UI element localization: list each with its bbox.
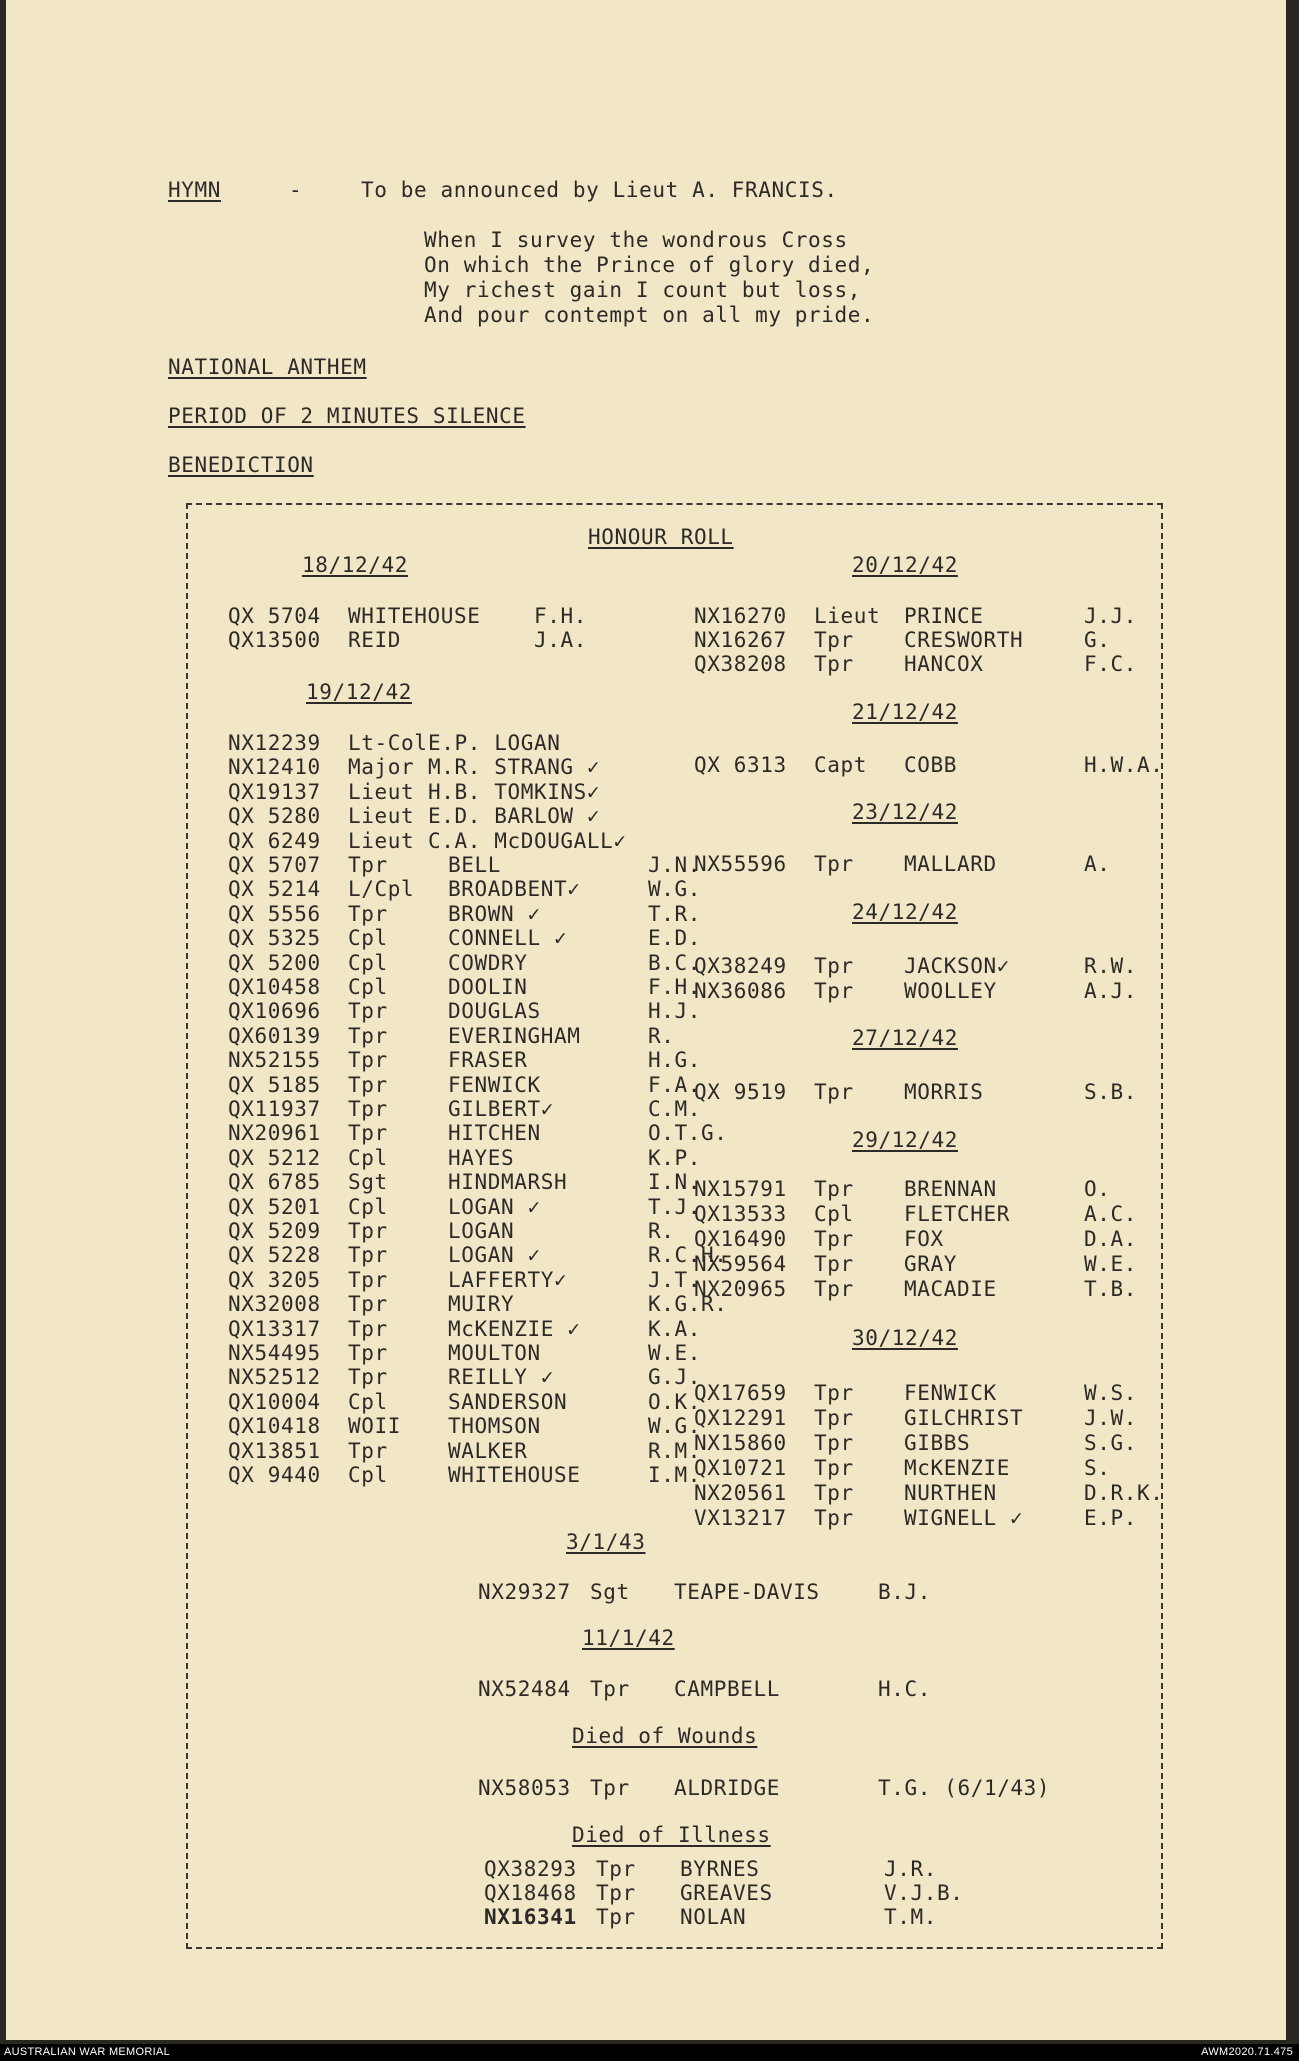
- service-number: NX54495: [228, 1341, 321, 1365]
- initials: S.B.: [1084, 1080, 1137, 1104]
- soldier-name: JACKSON✓: [904, 954, 1010, 978]
- service-number: QX 6249: [228, 828, 321, 853]
- benediction-heading: BENEDICTION: [168, 453, 314, 477]
- initials: G.J.: [648, 1365, 701, 1390]
- date-heading: 27/12/42: [852, 1026, 958, 1050]
- initials: J.W.: [1084, 1406, 1137, 1430]
- service-number: QX19137: [228, 779, 321, 804]
- soldier-name: FENWICK: [448, 1072, 541, 1097]
- rank: Lieut: [348, 804, 415, 829]
- initials: O.: [1084, 1177, 1111, 1201]
- service-number: QX 6313: [694, 753, 787, 777]
- rank: Lieut: [348, 828, 415, 853]
- soldier-name: WOOLLEY: [904, 979, 997, 1003]
- soldier-name: BROWN ✓: [448, 901, 541, 926]
- initials: B.J.: [878, 1580, 931, 1604]
- service-number: QX38293: [484, 1857, 577, 1881]
- soldier-name: HINDMARSH: [448, 1170, 568, 1195]
- soldier-name: E.D. BARLOW ✓: [428, 804, 601, 829]
- soldier-name: REILLY ✓: [448, 1365, 554, 1390]
- initials: H.G.: [648, 1048, 701, 1073]
- soldier-name: WHITEHOUSE: [348, 604, 481, 628]
- rank: Tpr: [348, 1121, 388, 1146]
- hymn-dash: -: [289, 178, 303, 202]
- service-number: QX 5212: [228, 1145, 321, 1170]
- rank: Tpr: [814, 652, 854, 676]
- service-number: NX16341: [484, 1905, 577, 1929]
- rank: Cpl: [348, 975, 388, 999]
- service-number: QX 5209: [228, 1219, 321, 1243]
- institution-name: AUSTRALIAN WAR MEMORIAL: [4, 2046, 171, 2058]
- soldier-name: GRAY: [904, 1252, 957, 1276]
- rank: Tpr: [348, 1097, 388, 1121]
- initials: H.C.: [878, 1677, 931, 1701]
- soldier-name: WALKER: [448, 1438, 528, 1463]
- rank: Tpr: [348, 1438, 388, 1463]
- initials: D.A.: [1084, 1227, 1137, 1251]
- initials: J.N.: [648, 853, 701, 877]
- rank: Tpr: [348, 1292, 388, 1317]
- initials: R.: [648, 1023, 675, 1048]
- initials: V.J.B.: [884, 1881, 964, 1905]
- soldier-name: FOX: [904, 1227, 944, 1251]
- service-number: NX36086: [694, 979, 787, 1003]
- rank: Cpl: [348, 1389, 388, 1414]
- initials: J.T.: [648, 1267, 701, 1292]
- rank: Tpr: [814, 1381, 854, 1405]
- initials: T.M.: [884, 1905, 937, 1929]
- rank: Tpr: [348, 1365, 388, 1390]
- soldier-name: CRESWORTH: [904, 628, 1024, 652]
- initials: F.C.: [1084, 652, 1137, 676]
- soldier-name: HITCHEN: [448, 1121, 541, 1146]
- service-number: NX55596: [694, 852, 787, 876]
- soldier-name: C.A. McDOUGALL✓: [428, 828, 627, 853]
- rank: Tpr: [596, 1857, 636, 1881]
- service-number: QX13317: [228, 1316, 321, 1341]
- rank: Tpr: [814, 1177, 854, 1201]
- rank: L/Cpl: [348, 877, 415, 902]
- verse-line: And pour contempt on all my pride.: [424, 303, 875, 327]
- soldier-name: THOMSON: [448, 1414, 541, 1439]
- service-number: QX17659: [694, 1381, 787, 1405]
- section-heading: Died of Wounds: [572, 1724, 758, 1748]
- rank: Sgt: [348, 1170, 388, 1195]
- rank: Tpr: [814, 1227, 854, 1251]
- service-number: QX38249: [694, 954, 787, 978]
- soldier-name: E.P. LOGAN: [428, 731, 561, 755]
- initials: O.T.G.: [648, 1121, 728, 1146]
- service-number: NX29327: [478, 1580, 571, 1604]
- soldier-name: COBB: [904, 753, 957, 777]
- soldier-name: MALLARD: [904, 852, 997, 876]
- rank: Lt-Col: [348, 731, 428, 755]
- service-number: QX 5200: [228, 950, 321, 975]
- soldier-name: HAYES: [448, 1145, 515, 1170]
- initials: R.M.: [648, 1438, 701, 1463]
- service-number: NX20965: [694, 1277, 787, 1301]
- date-heading: 29/12/42: [852, 1128, 958, 1152]
- initials: W.E.: [1084, 1252, 1137, 1276]
- rank: Tpr: [814, 979, 854, 1003]
- silence-heading: PERIOD OF 2 MINUTES SILENCE: [168, 404, 526, 428]
- initials: F.A.: [648, 1072, 701, 1097]
- verse-line: When I survey the wondrous Cross: [424, 228, 848, 252]
- soldier-name: SANDERSON: [448, 1389, 568, 1414]
- soldier-name: GIBBS: [904, 1431, 971, 1455]
- service-number: NX52155: [228, 1048, 321, 1073]
- service-number: QX12291: [694, 1406, 787, 1430]
- rank: Sgt: [590, 1580, 630, 1604]
- rank: Cpl: [348, 926, 388, 951]
- service-number: QX10458: [228, 975, 321, 999]
- rank: Tpr: [814, 1406, 854, 1430]
- initials: G.: [1084, 628, 1111, 652]
- rank: Tpr: [814, 1456, 854, 1480]
- soldier-name: McKENZIE: [904, 1456, 1010, 1480]
- service-number: NX32008: [228, 1292, 321, 1317]
- initials: B.C.: [648, 950, 701, 975]
- soldier-name: EVERINGHAM: [448, 1023, 581, 1048]
- service-number: QX 5214: [228, 877, 321, 902]
- service-number: NX16270: [694, 604, 787, 628]
- soldier-name: BELL: [448, 853, 501, 877]
- soldier-name: NOLAN: [680, 1905, 747, 1929]
- rank: Cpl: [348, 1463, 388, 1487]
- rank: Tpr: [348, 1341, 388, 1365]
- service-number: NX20561: [694, 1481, 787, 1505]
- initials: H.W.A.: [1084, 753, 1164, 777]
- soldier-name: BYRNES: [680, 1857, 760, 1881]
- initials: K.G.R.: [648, 1292, 728, 1317]
- soldier-name: LOGAN: [448, 1219, 515, 1243]
- soldier-name: BROADBENT✓: [448, 877, 581, 902]
- hymn-label: HYMN: [168, 178, 221, 202]
- initials: I.M.: [648, 1463, 701, 1487]
- rank: Lieut: [814, 604, 881, 628]
- rank: Tpr: [814, 1277, 854, 1301]
- soldier-name: MACADIE: [904, 1277, 997, 1301]
- initials: T.G. (6/1/43): [878, 1776, 1051, 1800]
- initials: D.R.K.: [1084, 1481, 1164, 1505]
- service-number: QX 5228: [228, 1243, 321, 1268]
- honour-roll-title: HONOUR ROLL: [588, 525, 734, 549]
- rank: Tpr: [348, 1023, 388, 1048]
- initials: J.R.: [884, 1857, 937, 1881]
- verse-line: My richest gain I count but loss,: [424, 278, 862, 302]
- initials: C.M.: [648, 1097, 701, 1121]
- section-heading: 3/1/43: [566, 1530, 646, 1554]
- section-heading: 11/1/42: [582, 1626, 675, 1650]
- initials: R.W.: [1084, 954, 1137, 978]
- national-anthem-heading: NATIONAL ANTHEM: [168, 355, 367, 379]
- service-number: QX10004: [228, 1389, 321, 1414]
- initials: A.J.: [1084, 979, 1137, 1003]
- initials: F.H.: [534, 604, 587, 628]
- rank: Tpr: [596, 1881, 636, 1905]
- soldier-name: McKENZIE ✓: [448, 1316, 581, 1341]
- initials: R.: [648, 1219, 675, 1243]
- initials: E.P.: [1084, 1506, 1137, 1530]
- date-heading: 19/12/42: [306, 680, 412, 704]
- soldier-name: GILBERT✓: [448, 1097, 554, 1121]
- soldier-name: FRASER: [448, 1048, 528, 1073]
- initials: A.: [1084, 852, 1111, 876]
- service-number: NX16267: [694, 628, 787, 652]
- service-number: QX11937: [228, 1097, 321, 1121]
- initials: R.C.H.: [648, 1243, 728, 1268]
- rank: Major: [348, 755, 415, 780]
- service-number: QX16490: [694, 1227, 787, 1251]
- rank: Tpr: [814, 1481, 854, 1505]
- service-number: QX10418: [228, 1414, 321, 1439]
- service-number: QX 9440: [228, 1463, 321, 1487]
- soldier-name: WIGNELL ✓: [904, 1506, 1024, 1530]
- rank: Tpr: [814, 1431, 854, 1455]
- soldier-name: MUIRY: [448, 1292, 515, 1317]
- soldier-name: FLETCHER: [904, 1202, 1010, 1226]
- service-number: NX12239: [228, 731, 321, 755]
- rank: Tpr: [814, 954, 854, 978]
- section-heading: Died of Illness: [572, 1823, 771, 1847]
- soldier-name: M.R. STRANG ✓: [428, 755, 601, 780]
- soldier-name: CAMPBELL: [674, 1677, 780, 1701]
- service-number: NX58053: [478, 1776, 571, 1800]
- rank: Tpr: [348, 901, 388, 926]
- service-number: QX 6785: [228, 1170, 321, 1195]
- rank: Tpr: [590, 1677, 630, 1701]
- rank: Cpl: [348, 1194, 388, 1219]
- service-number: QX 5707: [228, 853, 321, 877]
- initials: K.A.: [648, 1316, 701, 1341]
- service-number: QX 5325: [228, 926, 321, 951]
- service-number: QX13500: [228, 628, 321, 652]
- soldier-name: NURTHEN: [904, 1481, 997, 1505]
- soldier-name: WHITEHOUSE: [448, 1463, 581, 1487]
- soldier-name: LAFFERTY✓: [448, 1267, 568, 1292]
- rank: Cpl: [814, 1202, 854, 1226]
- service-number: NX15860: [694, 1431, 787, 1455]
- soldier-name: PRINCE: [904, 604, 984, 628]
- rank: Tpr: [814, 1506, 854, 1530]
- rank: Capt: [814, 753, 867, 777]
- date-heading: 21/12/42: [852, 700, 958, 724]
- service-number: NX15791: [694, 1177, 787, 1201]
- initials: T.J.: [648, 1194, 701, 1219]
- initials: W.E.: [648, 1341, 701, 1365]
- service-number: QX 9519: [694, 1080, 787, 1104]
- initials: S.G.: [1084, 1431, 1137, 1455]
- initials: H.J.: [648, 999, 701, 1024]
- rank: Tpr: [348, 853, 388, 877]
- initials: F.H.: [648, 975, 701, 999]
- soldier-name: HANCOX: [904, 652, 984, 676]
- service-number: QX18468: [484, 1881, 577, 1905]
- service-number: QX13533: [694, 1202, 787, 1226]
- service-number: QX38208: [694, 652, 787, 676]
- rank: Tpr: [814, 852, 854, 876]
- rank: Tpr: [348, 1048, 388, 1073]
- rank: Tpr: [814, 628, 854, 652]
- date-heading: 23/12/42: [852, 800, 958, 824]
- date-heading: 30/12/42: [852, 1326, 958, 1350]
- rank: WOII: [348, 1414, 401, 1439]
- service-number: QX10696: [228, 999, 321, 1024]
- rank: Cpl: [348, 950, 388, 975]
- initials: J.A.: [534, 628, 587, 652]
- rank: Tpr: [348, 1267, 388, 1292]
- service-number: NX52484: [478, 1677, 571, 1701]
- rank: Tpr: [348, 1243, 388, 1268]
- rank: Tpr: [814, 1252, 854, 1276]
- service-number: QX 5185: [228, 1072, 321, 1097]
- service-number: QX 5201: [228, 1194, 321, 1219]
- initials: T.B.: [1084, 1277, 1137, 1301]
- rank: Tpr: [348, 1072, 388, 1097]
- service-number: VX13217: [694, 1506, 787, 1530]
- service-number: QX10721: [694, 1456, 787, 1480]
- rank: Tpr: [348, 999, 388, 1024]
- hymn-announcement: To be announced by Lieut A. FRANCIS.: [361, 178, 838, 202]
- rank: Tpr: [348, 1316, 388, 1341]
- soldier-name: DOOLIN: [448, 975, 528, 999]
- verse-line: On which the Prince of glory died,: [424, 253, 875, 277]
- rank: Lieut: [348, 779, 415, 804]
- service-number: NX59564: [694, 1252, 787, 1276]
- document-page: [6, 0, 1286, 2040]
- soldier-name: MOULTON: [448, 1341, 541, 1365]
- service-number: QX 5556: [228, 901, 321, 926]
- date-heading: 18/12/42: [302, 553, 408, 577]
- service-number: QX 5280: [228, 804, 321, 829]
- rank: Tpr: [590, 1776, 630, 1800]
- initials: I.N.: [648, 1170, 701, 1195]
- initials: J.J.: [1084, 604, 1137, 628]
- rank: Tpr: [348, 1219, 388, 1243]
- initials: W.G.: [648, 1414, 701, 1439]
- initials: O.K.: [648, 1389, 701, 1414]
- service-number: QX60139: [228, 1023, 321, 1048]
- soldier-name: MORRIS: [904, 1080, 984, 1104]
- service-number: NX52512: [228, 1365, 321, 1390]
- soldier-name: DOUGLAS: [448, 999, 541, 1024]
- soldier-name: LOGAN ✓: [448, 1194, 541, 1219]
- soldier-name: GILCHRIST: [904, 1406, 1024, 1430]
- soldier-name: COWDRY: [448, 950, 528, 975]
- soldier-name: H.B. TOMKINS✓: [428, 779, 601, 804]
- rank: Tpr: [596, 1905, 636, 1929]
- initials: W.G.: [648, 877, 701, 902]
- initials: E.D.: [648, 926, 701, 951]
- soldier-name: LOGAN ✓: [448, 1243, 541, 1268]
- service-number: NX12410: [228, 755, 321, 780]
- rank: Tpr: [814, 1080, 854, 1104]
- date-heading: 24/12/42: [852, 900, 958, 924]
- initials: A.C.: [1084, 1202, 1137, 1226]
- soldier-name: GREAVES: [680, 1881, 773, 1905]
- soldier-name: REID: [348, 628, 401, 652]
- rank: Cpl: [348, 1145, 388, 1170]
- service-number: QX13851: [228, 1438, 321, 1463]
- soldier-name: FENWICK: [904, 1381, 997, 1405]
- accession-number: AWM2020.71.475: [1201, 2046, 1293, 2058]
- soldier-name: ALDRIDGE: [674, 1776, 780, 1800]
- initials: K.P.: [648, 1145, 701, 1170]
- soldier-name: TEAPE-DAVIS: [674, 1580, 820, 1604]
- footer-bar: [0, 2044, 1299, 2061]
- soldier-name: BRENNAN: [904, 1177, 997, 1201]
- initials: S.: [1084, 1456, 1111, 1480]
- soldier-name: CONNELL ✓: [448, 926, 568, 951]
- initials: T.R.: [648, 901, 701, 926]
- service-number: NX20961: [228, 1121, 321, 1146]
- service-number: QX 5704: [228, 604, 321, 628]
- service-number: QX 3205: [228, 1267, 321, 1292]
- initials: W.S.: [1084, 1381, 1137, 1405]
- date-heading: 20/12/42: [852, 553, 958, 577]
